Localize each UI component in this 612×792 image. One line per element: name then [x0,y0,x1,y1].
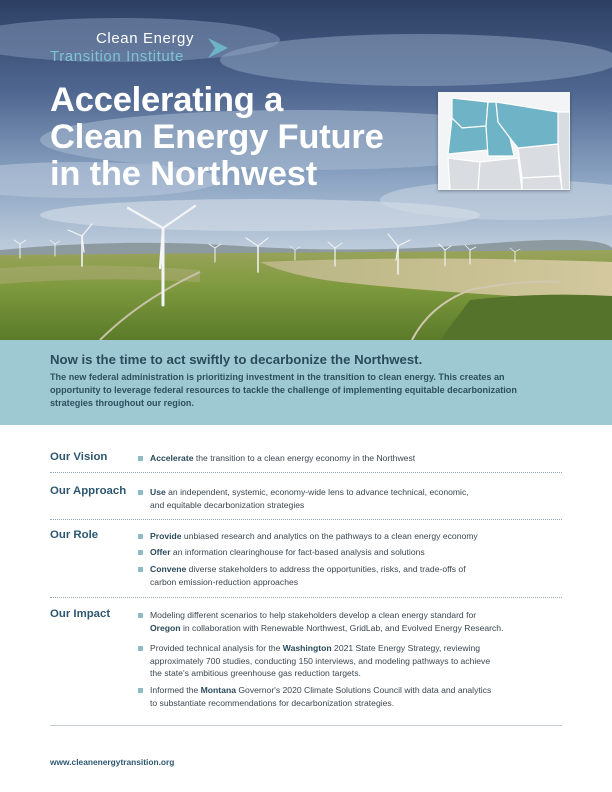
section-divider [50,597,562,598]
bullet-text: carbon emission-reduction approaches [150,576,299,587]
title-line-1: Accelerating a [50,81,284,119]
bullet-text: approximately 700 studies, conducting 150 interviews, and modeling pathways to achieve [150,655,491,666]
hero-banner [0,0,612,340]
bullet-square-icon [138,456,143,461]
bullet-square-icon [138,534,143,539]
chevron-arrow-icon [206,36,230,60]
section-divider [50,519,562,520]
bullet-text: the transition to a clean energy economy in the Northwest [193,453,416,463]
bullet-text: an information clearinghouse for fact-based analysis and solutions [170,547,425,557]
bullet-text: to substantiate recommendations for decarbonization strategies. [150,697,395,708]
section-label: Our Vision [50,451,108,463]
bullet-keyword: Accelerate [150,453,194,463]
banner-body-line: The new federal administration is prioritizing investment in the transition to clean energy. This creates an [50,372,505,382]
bullet-square-icon [138,646,143,651]
bullet-keyword: Washington [282,643,332,653]
bullet-square-icon [138,613,143,618]
bullet-text: in collaboration with Renewable Northwest, GridLab, and Evolved Energy Research. [180,622,504,633]
title-line-2: Clean Energy Future [50,118,384,156]
page-title [50,82,430,193]
bullet-text: an independent, systemic, economy-wide lens to advance technical, economic, [165,487,469,497]
bullet-keyword: Provide [150,531,182,541]
banner-headline: Now is the time to act swiftly to decarbonize the Northwest. [50,352,423,367]
bullet-keyword: Use [150,487,166,497]
bullet-text: and equitable decarbonization strategies [150,499,305,510]
bullet-text: Modeling different scenarios to help stakeholders develop a clean energy standard for [150,610,477,620]
banner-body-line: strategies throughout our region. [50,398,194,408]
bullet-text: Provided technical analysis for the [150,643,283,653]
bullet-square-icon [138,688,143,693]
section-label: Our Impact [50,608,111,620]
bullet-keyword: Montana [200,685,236,695]
bullet-square-icon [138,490,143,495]
bullet-text: 2021 State Energy Strategy, reviewing [331,643,481,653]
logo-text-line-2: Transition Institute [50,48,184,65]
bullet-text: the state's ambitious greenhouse gas reduction targets. [150,668,361,679]
logo-text-line-1: Clean Energy [96,30,195,47]
section-label: Our Approach [50,485,127,497]
banner-body [50,371,560,410]
northwest-map-card [438,92,570,190]
footer-divider [50,725,562,726]
bullet-square-icon [138,550,143,555]
bullet-text: unbiased research and analytics on the pathways to a clean energy economy [181,531,478,541]
website-link[interactable]: www.cleanenergytransition.org [50,757,175,767]
title-line-3: in the Northwest [50,155,318,193]
bullet-text: Informed the [150,685,201,695]
bullet-text: diverse stakeholders to address the opportunities, risks, and trade-offs of [186,564,466,574]
bullet-keyword: Oregon [150,622,181,633]
bullet-text: Governor's 2020 Climate Solutions Council with data and analytics [235,685,492,695]
bullet-keyword: Convene [150,564,187,574]
bullet-square-icon [138,567,143,572]
banner-body-line: opportunity to leverage federal resources to tackle the challenge of implementing equitable decarbonization [50,385,517,395]
bullet-keyword: Offer [150,547,171,557]
organization-logo [50,30,240,70]
northwest-states-map-icon [438,92,570,190]
section-divider [50,472,562,473]
section-label: Our Role [50,529,99,541]
call-to-action-banner [0,340,612,425]
